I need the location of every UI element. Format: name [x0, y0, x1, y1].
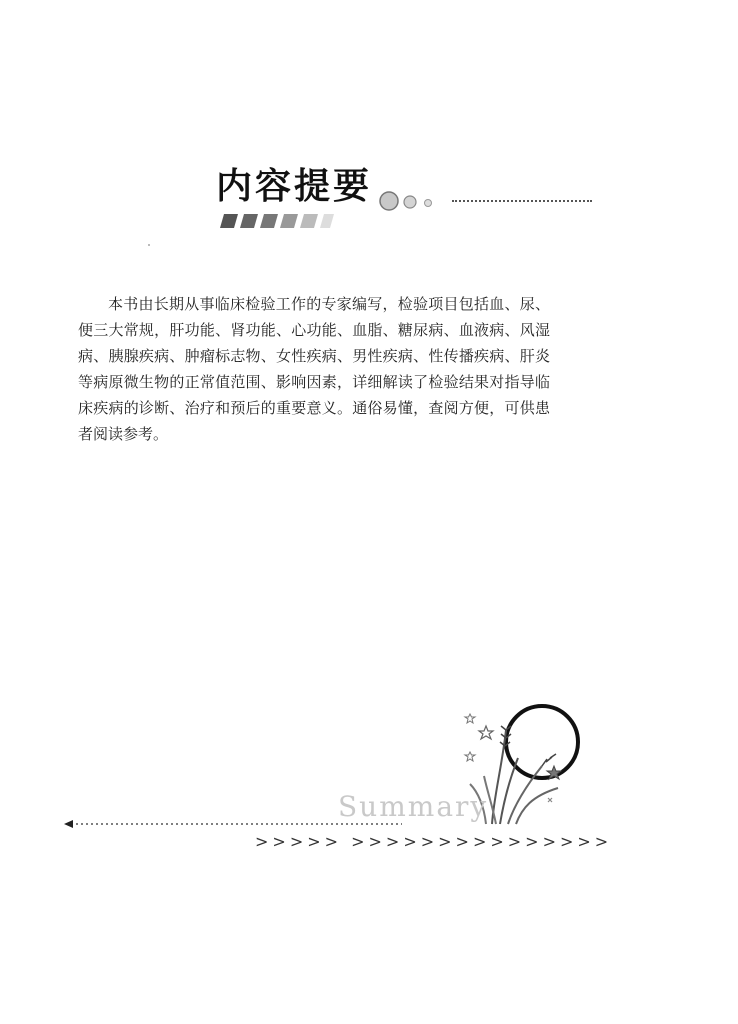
summary-label: Summary [338, 790, 489, 823]
circle-dots-icon [378, 190, 448, 212]
title-dotted-line [452, 200, 592, 202]
arrow-left-icon [64, 818, 404, 830]
page-title: 内容提要 [216, 165, 373, 207]
stripe-decoration-icon [220, 214, 340, 228]
large-dot [380, 192, 398, 210]
star-icon [465, 714, 475, 723]
stray-mark [148, 244, 150, 246]
medium-dot [404, 196, 416, 208]
star-icon [479, 726, 493, 739]
star-icon [465, 752, 475, 761]
small-dot [425, 200, 432, 207]
summary-paragraph: 本书由长期从事临床检验工作的专家编写，检验项目包括血、尿、便三大常规，肝功能、肾功能、心功能、血脂、糖尿病、血液病、风湿病、胰腺疾病、肿瘤标志物、女性疾病、男性疾病、性传播疾病、肝炎等病原微生物的正常值范围、影响因素，详细解读了检验结果对指导临床疾病的诊断、治疗和预后的重要意义。通俗易懂，查阅方便，可供患者阅读参考。 [78, 295, 550, 443]
chevron-row: >>>>> >>>>>>>>>>>>>>> [255, 832, 613, 851]
